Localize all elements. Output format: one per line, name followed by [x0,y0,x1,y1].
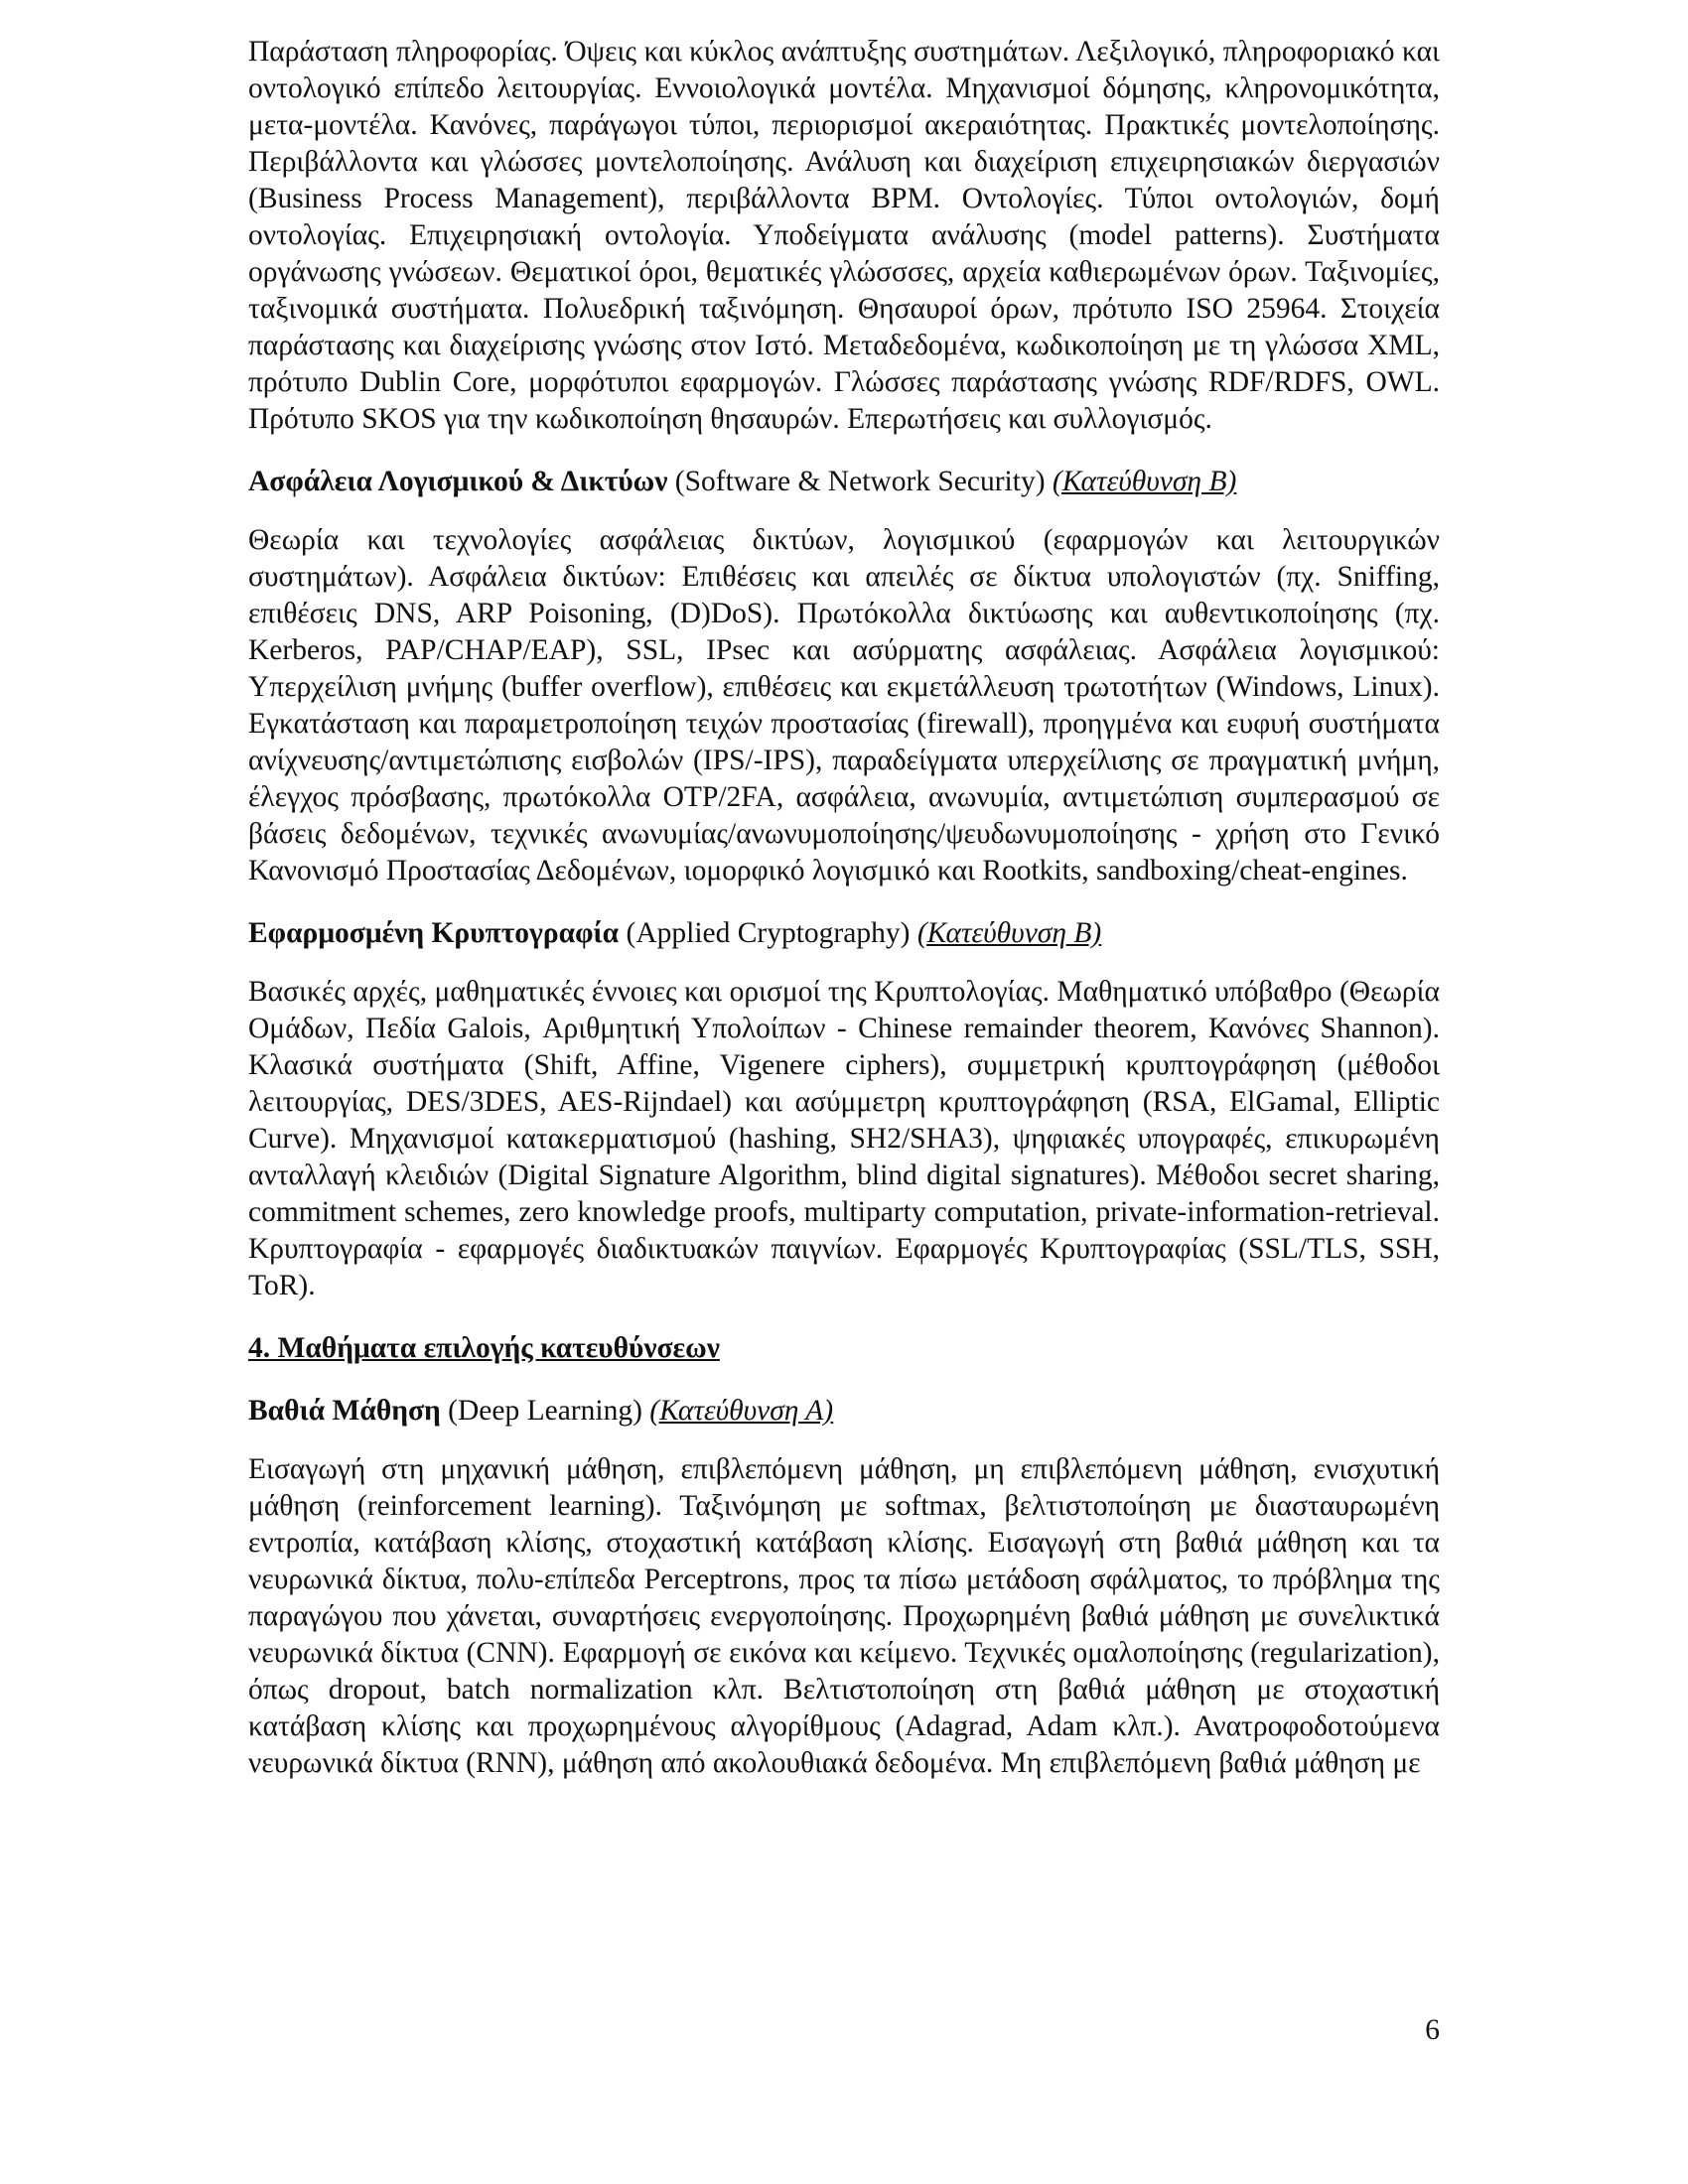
course-description-deep-learning: Εισαγωγή στη μηχανική μάθηση, επιβλεπόμενη μάθηση, μη επιβλεπόμενη μάθηση, ενισχυτική μάθηση (reinforcement learning). Ταξινόμηση με softmax, βελτιστοποίηση με διασταυρωμένη εντροπία, κατάβαση κλίσης, στοχαστική κατάβαση κλίσης. Εισαγωγή στη βαθιά μάθηση και τα νευρωνικά δίκτυα, πολυ-επίπεδα Perceptrons, προς τα πίσω μετάδοση σφάλματος, το πρόβλημα της παραγώγου που χάνεται, συναρτήσεις ενεργοποίησης. Προχωρημένη βαθιά μάθηση με συνελικτικά νευρωνικά δίκτυα (CNN). Εφαρμογή σε εικόνα και κείμενο. Τεχνικές ομαλοποίησης (regularization), όπως dropout, batch normalization κλπ. Βελτιστοποίηση στη βαθιά μάθηση με στοχαστική κατάβαση κλίσης και προχωρημένους αλγορίθμους (Adagrad, Adam κλπ.). Ανατροφοδοτούμενα νευρωνικά δίκτυα (RNN), μάθηση από ακολουθιακά δεδομένα. Μη επιβλεπόμενη βαθιά μάθηση με [248,1453,1440,1779]
course-title: Εφαρμοσμένη Κρυπτογραφία [248,917,620,949]
page-number: 6 [1425,2014,1440,2046]
course-direction: (Κατεύθυνση Β) [1052,466,1237,497]
course-description-cryptography: Βασικές αρχές, μαθηματικές έννοιες και ορισμοί της Κρυπτολογίας. Μαθηματικό υπόβαθρο (Θεωρία Ομάδων, Πεδία Galois, Αριθμητική Υπολοίπων - Chinese remainder theorem, Κανόνες Shannon). Κλασικά συστήματα (Shift, Affine, Vigenere ciphers), συμμετρική κρυπτογράφηση (μέθοδοι λειτουργίας, DES/3DES, AES-Rijndael) και ασύμμετρη κρυπτογράφηση (RSA, ElGamal, Elliptic Curve). Μηχανισμοί κατακερματισμού (hashing, SH2/SHA3), ψηφιακές υπογραφές, επικυρωμένη ανταλλαγή κλειδιών (Digital Signature Algorithm, blind digital signatures). Μέθοδοι secret sharing, commitment schemes, zero knowledge proofs, multiparty computation, private-information-retrieval. Κρυπτογραφία - εφαρμογές διαδικτυακών παιγνίων. Εφαρμογές Κρυπτογραφίας (SSL/TLS, SSH, ToR). [248,976,1440,1301]
intro-paragraph: Παράσταση πληροφορίας. Όψεις και κύκλος ανάπτυξης συστημάτων. Λεξιλογικό, πληροφοριακό και οντολογικό επίπεδο λειτουργίας. Εννοιολογικά μοντέλα. Μηχανισμοί δόμησης, κληρονομικότητα, μετα-μοντέλα. Κανόνες, παράγωγοι τύποι, περιορισμοί ακεραιότητας. Πρακτικές μοντελοποίησης. Περιβάλλοντα και γλώσσες μοντελοποίησης. Ανάλυση και διαχείριση επιχειρησιακών διεργασιών (Business Process Management), περιβάλλοντα BPM. Οντολογίες. Τύποι οντολογιών, δομή οντολογίας. Επιχειρησιακή οντολογία. Υποδείγματα ανάλυσης (model patterns). Συστήματα οργάνωσης γνώσεων. Θεματικοί όροι, θεματικές γλώσσσες, αρχεία καθιερωμένων όρων. Ταξινομίες, ταξινομικά συστήματα. Πολυεδρική ταξινόμηση. Θησαυροί όρων, πρότυπο ISO 25964. Στοιχεία παράστασης και διαχείρισης γνώσης στον Ιστό. Μεταδεδομένα, κωδικοποίηση με τη γλώσσα XML, πρότυπο Dublin Core, μορφότυποι εφαρμογών. Γλώσσες παράστασης γνώσης RDF/RDFS, OWL. Πρότυπο SKOS για την κωδικοποίηση θησαυρών. Επερωτήσεις και συλλογισμός. [248,36,1440,435]
course-title: Ασφάλεια Λογισμικού & Δικτύων [248,466,668,497]
course-direction: (Κατεύθυνση Α) [649,1395,834,1427]
course-direction: (Κατεύθυνση Β) [916,917,1102,949]
course-heading-deep-learning [248,1393,1440,1430]
course-title: Βαθιά Μάθηση [248,1395,441,1427]
course-heading-cryptography [248,915,1440,952]
course-heading-security [248,464,1440,500]
course-english-title: (Software & Network Security) [674,466,1046,497]
section-heading: 4. Μαθήματα επιλογής κατευθύνσεων [248,1332,720,1364]
course-english-title: (Deep Learning) [448,1395,642,1427]
course-description-security: Θεωρία και τεχνολογίες ασφάλειας δικτύων, λογισμικού (εφαρμογών και λειτουργικών συστημάτων). Ασφάλεια δικτύων: Επιθέσεις και απειλές σε δίκτυα υπολογιστών (πχ. Sniffing, επιθέσεις DNS, ARP Poisoning, (D)DoS). Πρωτόκολλα δικτύωσης και αυθεντικοποίησης (πχ. Kerberos, PAP/CHAP/EAP), SSL, IPsec και ασύρματης ασφάλειας. Ασφάλεια λογισμικού: Υπερχείλιση μνήμης (buffer overflow), επιθέσεις και εκμετάλλευση τρωτοτήτων (Windows, Linux). Εγκατάσταση και παραμετροποίηση τειχών προστασίας (firewall), προηγμένα και ευφυή συστήματα ανίχνευσης/αντιμετώπισης εισβολών (IPS/-IPS), παραδείγματα υπερχείλισης σε πραγματική μνήμη, έλεγχος πρόσβασης, πρωτόκολλα OTP/2FA, ασφάλεια, ανωνυμία, αντιμετώπιση συμπερασμού σε βάσεις δεδομένων, τεχνικές ανωνυμίας/ανωνυμοποίησης/ψευδωνυμοποίησης - χρήση στο Γενικό Κανονισμό Προστασίας Δεδομένων, ιομορφικό λογισμικό και Rootkits, sandboxing/cheat-engines. [248,524,1440,887]
course-english-title: (Applied Cryptography) [626,917,911,949]
